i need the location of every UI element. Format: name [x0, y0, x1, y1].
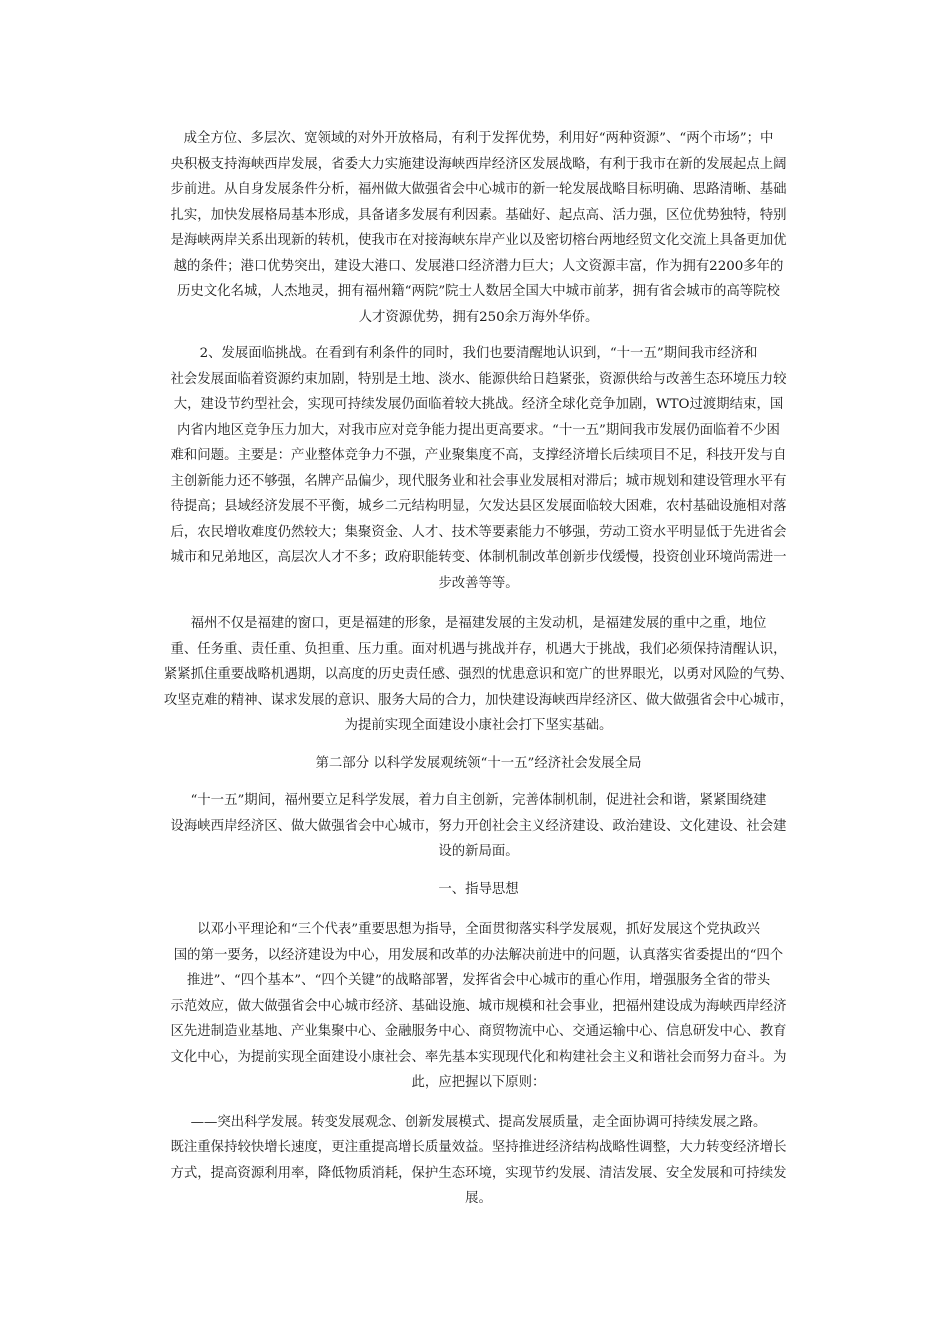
text-line: 后，农民增收难度仍然较大；集聚资金、人才、技术等要素能力不够强，劳动工资水平明显低于先进省会	[170, 524, 787, 540]
text-line: 城市和兄弟地区，高层次人才不多；政府职能转变、体制机制改革创新步伐缓慢，投资创业环境尚需进一	[170, 550, 787, 565]
text-line: 难和问题。主要是：产业整体竞争力不强，产业聚集度不高，支撑经济增长后续项目不足，科技开发与自	[170, 448, 787, 463]
text-line: 此，应把握以下原则：	[411, 1075, 546, 1090]
text-line: 内省内地区竞争压力加大，对我市应对竞争能力提出更高要求。“十一五”期间我市发展仍面临着不少困	[177, 422, 780, 438]
text-line: 人才资源优势，拥有250余万海外华侨。	[358, 309, 599, 325]
paragraph-guiding-ideology	[145, 917, 812, 1096]
text-line: 设海峡西岸经济区、做大做强省会中心城市，努力开创社会主义经济建设、政治建设、文化建设、社会建	[170, 818, 787, 834]
text-line: “十一五”期间，福州要立足科学发展，着力自主创新，完善体制机制，促进社会和谐，紧紧围绕建	[190, 793, 767, 808]
text-line: 主创新能力还不够强，名牌产品偏少，现代服务业和社会事业发展相对滞后；城市规划和建设管理水平有	[170, 473, 787, 489]
paragraph-fuzhou-role	[145, 611, 812, 739]
text-line: 攻坚克难的精神、谋求发展的意识、服务大局的合力，加快建设海峡西岸经济区、做大做强省会中心城市，	[163, 692, 794, 708]
text-line: 方式，提高资源利用率，降低物质消耗，保护生态环境，实现节约发展、清洁发展、安全发展和可持续发	[170, 1165, 787, 1181]
text-line: 设的新局面。	[438, 844, 519, 859]
text-line: 扎实，加快发展格局基本形成，具备诸多发展有利因素。基础好、起点高、活力强，区位优势独特，特别	[170, 207, 787, 223]
text-line: 文化中心，为提前实现全面建设小康社会、率先基本实现现代化和构建社会主义和谐社会而努力奋斗。为	[170, 1049, 787, 1065]
text-line: 展。	[465, 1191, 492, 1206]
text-line: 社会发展面临着资源约束加剧，特别是土地、淡水、能源供给日趋紧张，资源供给与改善生态环境压力较	[170, 371, 787, 387]
text-line: 越的条件；港口优势突出，建设大港口、发展港口经济潜力巨大；人文资源丰富，作为拥有2200多年的	[173, 258, 784, 274]
part-two-heading: 第二部分 以科学发展观统领“十一五”经济社会发展全局	[315, 755, 642, 771]
text-line: 为提前实现全面建设小康社会打下坚实基础。	[344, 718, 613, 733]
text-line: 待提高；县域经济发展不平衡，城乡二元结构明显，欠发达县区发展面临较大困难，农村基础设施相对落	[170, 499, 787, 514]
document-page	[145, 126, 812, 1212]
paragraph-challenges	[145, 341, 812, 596]
text-line: 以邓小平理论和“三个代表”重要思想为指导，全面贯彻落实科学发展观，抓好发展这个党执政兴	[197, 922, 760, 937]
text-line: 既注重保持较快增长速度，更注重提高增长质量效益。坚持推进经济结构战略性调整，大力转变经济增长	[170, 1140, 787, 1155]
paragraph-eleventh-five-year	[145, 788, 812, 865]
text-line: 2、发展面临挑战。在看到有利条件的同时，我们也要清醒地认识到，“十一五”期间我市经济和	[199, 346, 758, 361]
text-line: 是海峡两岸关系出现新的转机，使我市在对接海峡东岸产业以及密切榕台两地经贸文化交流上具备更加优	[170, 233, 787, 248]
text-line: 步改善等等。	[438, 575, 519, 591]
text-line: 福州不仅是福建的窗口，更是福建的形象，是福建发展的主发动机，是福建发展的重中之重，地位	[190, 616, 767, 631]
text-line: 国的第一要务，以经济建设为中心，用发展和改革的办法解决前进中的问题，认真落实省委提出的“四个	[173, 947, 784, 963]
text-line: ——突出科学发展。转变发展观念、创新发展模式、提高发展质量，走全面协调可持续发展之路。	[190, 1114, 767, 1130]
text-line: 央积极支持海峡西岸发展，省委大力实施建设海峡西岸经济区发展战略，有利于我市在新的发展起点上阔	[170, 156, 787, 172]
text-line: 示范效应，做大做强省会中心城市经济、基础设施、城市规模和社会事业，把福州建设成为海峡西岸经济	[170, 998, 787, 1014]
text-line: 历史文化名城，人杰地灵，拥有福州籍“两院”院士人数居全国大中城市前茅，拥有省会城市的高等院校	[177, 284, 780, 299]
text-line: 重、任务重、责任重、负担重、压力重。面对机遇与挑战并存，机遇大于挑战，我们必须保持清醒认识，	[170, 641, 787, 657]
text-line: 区先进制造业基地、产业集聚中心、金融服务中心、商贸物流中心、交通运输中心、信息研发中心、教育	[170, 1024, 787, 1039]
text-line: 步前进。从自身发展条件分析，福州做大做强省会中心城市的新一轮发展战略目标明确、思路清晰、基础	[170, 182, 787, 197]
paragraph-scientific-development	[145, 1110, 812, 1212]
text-line: 推进”、“四个基本”、“四个关键”的战略部署，发挥省会中心城市的重心作用，增强服务全省的带头	[186, 973, 771, 988]
text-line: 紧紧抓住重要战略机遇期，以高度的历史责任感、强烈的忧患意识和宽广的世界眼光，以勇对风险的气势、	[163, 667, 794, 682]
section-one-heading: 一、指导思想	[438, 881, 519, 897]
text-line: 大，建设节约型社会，实现可持续发展仍面临着较大挑战。经济全球化竞争加剧，WTO过渡期结束，国	[173, 397, 784, 412]
text-line: 成全方位、多层次、宽领域的对外开放格局，有利于发挥优势，利用好“两种资源”、“两个市场”；中	[183, 131, 774, 146]
paragraph-opening-advantages	[145, 126, 812, 330]
